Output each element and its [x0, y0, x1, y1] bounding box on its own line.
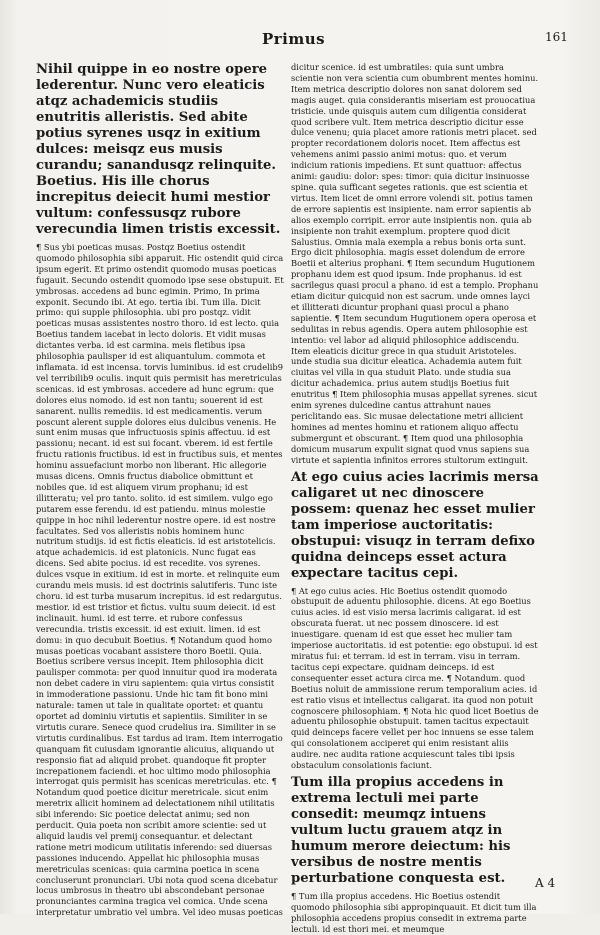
lemma-text: At ego cuius acies lacrimis mersa caligaret ut nec dinoscere possem: quenaz hec esset mulier tam imperiose auctoritatis: obstupui: visuqz in terram defixo quidna deinceps esset actura expectare tacitus cepi. [291, 469, 539, 581]
commentary-text: ¶ Sus ybi poeticas musas. Postqz Boetius ostendit quomodo philosophia sibi apparuit. Hic ostendit quid circa ipsum egerit. Et primo ostendit quomodo musas poeticas fugauit. Secundo ostendit quomodo ipse sese obstupuit. Et ymbrosas. accedens ad bunc egimin. Primo, In prima exponit. Secundo ibi. At ego. tertia ibi. Tum illa. Dicit primo: qui supple philosophia. ubi pro postqz. vidit poeticas musas assistentes nostro thoro. id est lecto. quia Boetius tandem iacebat in lecto doloris. Et vidit musas dictantes verba. id est carmina. meis fletibus ipsa philosophia paulisper id est aliquantulum. commota et inflamata. id est incensa. torvis luminibus. id est crudelib9 vel terribilib9 oculis. inquit quis permisit has meretriculas scenicas. id est ymbrosas. accedere ad hunc egrum: que dolores eius nomodo. id est non tantu; souerent id est sanarent. nullis remediis. id est medicamentis. verum poscunt alerent supple dolores eius dulcibus venenis. He sunt enim musas que infructuosis spinis affectuu. id est passionu; necant. id est sui focant. vberem. id est fertile fructu rationis fructibus. id est in fructibus suis, et mentes hominu assuefaciunt morbo non liberant. Hic allegorie musas dicens. Omnis fructus diabolice obmittunt et nobiles que. id est aliquem virum prophanu; id est illitteratu; vel pro tanto. solito. id est similem. vulgo ego putarem esse ferendu. id est patiendu. minus molestie quippe in hoc nihil lederentur nostre opere. id est nostre facultates. Sed vos alleristis nobis hominem hunc nutritum studijs. id est fictis eleaticis. id est aristotelicis. atque achademicis. id est platonicis. Nunc fugat eas dicens. Sed abite pocius. id est recedite. vos syrenes. dulces vsque in exitium. id est in morte. et relinquite eum curandu meis musis. id est doctrinis salutiferis. Tunc iste choru. id est turba musarum increpitus. id est redargutus. mestior. id est tristior et fictus. vultu suum deiecit. id est inclinauit. humi. id est terre. et rubore confessus verecundia. tristis excessit. id est exiuit. limen. id est domu: in quo decubuit Boetius. ¶ Notandum quod homo musas poeticas vocabant assistere thoro Boetii. Quia. Boetius scribere versus incepit. Item philosophia dicit paulisper commota: per quod innuitur quod ira moderata non debet cadere in viru sapientem: quia virtus consistit in immoderatione passionu. Unde hic tam fit bono mini naturale: tamen ut tale in qualitate oportet: et quantu oportet ad dominiu virtutis et sapientiis. Similiter in se virtutis curare. Senece quod crudelius ira. Similiter in se virtutis curdinalibus. Est tardus ad iram. Item interrogatio quanquam fit cuiusdam ignorantie alicuius, aliquando ut responsio fiat ad aliquid probet. quandoque fit propter increpationem faciendi. et hoc ultimo modo philosophia interrogat quis permisit has scenicas meretriculas. etc. ¶ Notandum quod poetice dicitur meretricale. sicut enim meretrix allicit hominem ad delectationem nihil utilitatis sibi inferendo: Sic poetice delectat animu; sed non perducit. Quia poeta non scribit amore scientie: sed ut aliquid laudis vel premij consequantur. et delectant ratione metri modicum utilitatis inferendo: sed diuersas passiones inducendo. Appellat hic philosophia musas meretriculas scenicas: quia carmina poetica in scena concluserunt pronunciari. Ubi nota quod scena dicebatur locus umbrosus in theatro ubi abscondebant personae pronunciantes carmina tragica vel comica. Unde scena interpretatur umbratio vel umbra. Vel ideo musas poeticas [36, 242, 284, 918]
left-column [36, 62, 284, 918]
folio-number: 161 [545, 30, 568, 44]
signature-mark: A 4 [535, 876, 556, 890]
commentary-text: ¶ Tum illa propius accedens. Hic Boetius ostendit quomodo philosophia sibi appropinquauit. Et dicit tum illa philosophia accedens propius consedit in extrema parte lectuli. id est thori mei. et meumque [291, 890, 537, 934]
commentary-text: ¶ At ego cuius acies. Hic Boetius ostendit quomodo obstupuit de aduentu philosophie. dicens. At ego Boetius cuius acies. id est visio mersa lacrimis caligarat. id est obscurata fuerat. ut nec possem dinoscere. id est inuestigare. quenam id est que esset hec mulier tam imperiose auctoritatis. id est potentie: ego obstupui. id est miratus fui: et terram. id est in terram. visu in terram. tacitus cepi expectare. quidnam deinceps. id est consequenter esset actura circa me. ¶ Notandum. quod Boetius noluit de ammissione rerum temporalium acies. id est ratio visus et intellectus caligarat. ita quod non potuit cognoscere philosophiam. ¶ Nota hic quod licet Boetius de aduentu philosophie obstupuit. tamen tacitus expectauit quid deinceps facere vellet per hoc innuens se esse talem qui consolationem acciperet qui enim resistant aliis audire. nec audita ratione acquiescunt tales tibi ipsis obstaculum consolationis faciunt. [291, 585, 539, 771]
running-head: Primus [262, 30, 326, 48]
lemma-text: Tum illa propius accedens in extrema lectuli mei parte consedit: meumqz intuens vultum luctu grauem atqz in humum merore deiectum: his versibus de nostre mentis perturbatione conquesta est. [291, 774, 511, 886]
lemma-text: Nihil quippe in eo nostre opere lederentur. Nunc vero eleaticis atqz achademicis studiis enutritis alleristis. Sed abite potius syrenes usqz in exitium dulces: meisqz eus musis curandu; sanandusqz relinquite. Boetius. His ille chorus increpitus deiecit humi mestior vultum: confessusqz rubore verecundia limen tristis excessit. [36, 62, 281, 237]
commentary-text: dicitur scenice. id est umbratiles: quia sunt umbra scientie non vera scientia cum obumbrent mentes hominu. Item metrica descriptio dolores non sanat dolorem sed magis auget. quia considerantis miseriam est prouocatiua tristicie. unde quisquis autem cum diligentia considerat quod scribere vult. Item metrica descriptio dicitur esse dulce venenu; quia placet amore rationis metri placet. sed propter recordationem doloris nocet. Item affectus est vehemens animi passio animi motus: quo. et verum indicium rationis impediens. Et sunt quattuor: affectus animi: gaudiu: dolor: spes: timor: quia dicitur insinuosse spine. quia sufficant segetes rationis. que est scientia et virtus. Item licet de omni errore volendi sit. potius tamen de errore sapientis est insipiente. nam error sapientis ab alios exemplo corripit. error aute insipientis non. quia ab insipiente non trahit exemplum. proptere quod dicit Salustius. Omnia mala exempla a rebus bonis orta sunt. Ergo dicit philosophia. magis esset dolendum de errore Boetii et alterius prophani. ¶ Item secundum Hugutionem prophanu idem est quod ipsum. Inde prophanus. id est sacrilegus quasi procul a phano. id est a templo. Prophanu etiam dicitur quicquid non est sacrum. unde omnes layci et illitterati dicuntur prophani quasi procul a phano sapientie. ¶ Item secundum Hugutionem opera operosa et sedulitas in rebus agendis. Opera autem philosophie est intentio: vel labor ad aliquid philosophice addiscendu. Item eleaticis dicitur grece in qua studuit Aristoteles. unde studia sua dicitur eleatica. Achademia autem fuit ciuitas vel villa in qua studuit Plato. unde studia sua dicitur achademica. prius autem studijs Boetius fuit enutritus ¶ Item philosophia musas appellat syrenes. sicut enim syrenes dulcedine cantus attrahunt naues periclitando eas. Sic musae delectatione metri allicient homines ad mentes hominu et rationem aliquo affectu submergunt et obscurant. ¶ Item quod una philosophia domicum musarum expulit signat quod vnus sapiens sua virtute et sapientia infinitos errores stultorum extinguit. [291, 62, 539, 465]
right-column [291, 62, 539, 934]
